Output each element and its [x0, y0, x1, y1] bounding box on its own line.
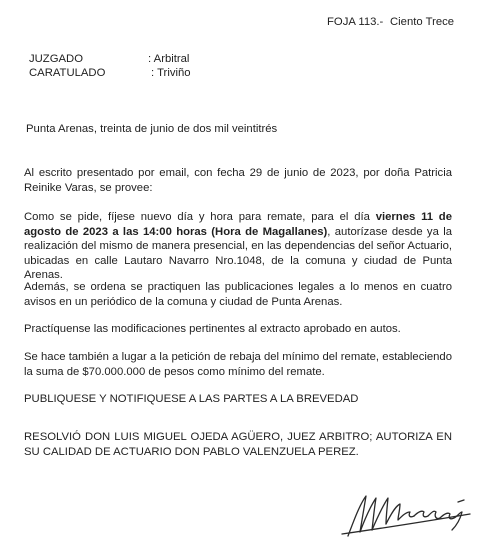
paragraph-remate-rest: , autorízase desde ya la realización del mismo de manera presencial, en las dependencias del señor Actuario, ubicadas en calle Lautaro Navarro Nro.1048, de la comuna y ciudad de Punta Arenas. [24, 225, 452, 282]
paragraph-modificaciones: Practíquense las modificaciones pertinentes al extracto aprobado en autos. [24, 323, 401, 335]
paragraph-remate-intro: Como se pide, fíjese nuevo día y hora para remate, para el día [24, 211, 376, 223]
caratulado-label: CARATULADO [29, 67, 106, 79]
caratulado-value: : Triviño [151, 67, 191, 79]
paragraph-resolvio: RESOLVIÓ DON LUIS MIGUEL OJEDA AGÜERO, JUEZ ARBITRO; AUTORIZA EN SU CALIDAD DE ACTUARIO DON PABLO VALENZUELA PEREZ. [24, 431, 452, 458]
remate-date-bold: viernes 11 de agosto de 2023 a las 14:00 horas (Hora de Magallanes) [24, 211, 452, 238]
paragraph-rebaja: Se hace también a lugar a la petición de rebaja del mínimo del remate, estableciendo la suma de $70.000.000 de pesos como mínimo del remate. [24, 351, 452, 378]
signature-icon [340, 490, 475, 542]
date-line: Punta Arenas, treinta de junio de dos mil veintitrés [26, 123, 278, 135]
foja-label: FOJA 113.- [327, 16, 384, 28]
paragraph-remate [24, 210, 452, 283]
paragraph-escrito: Al escrito presentado por email, con fecha 29 de junio de 2023, por doña Patricia Reinike Varas, se provee: [24, 167, 452, 194]
publiquese-line: PUBLIQUESE Y NOTIFIQUESE A LAS PARTES A LA BREVEDAD [24, 393, 359, 405]
juzgado-value: : Arbitral [148, 53, 190, 65]
foja-words: Ciento Trece [390, 16, 455, 28]
paragraph-publicaciones: Además, se ordena se practiquen las publicaciones legales a lo menos en cuatro avisos en un periódico de la comuna y ciudad de Punta Arenas. [24, 281, 452, 308]
juzgado-label: JUZGADO [29, 53, 83, 65]
